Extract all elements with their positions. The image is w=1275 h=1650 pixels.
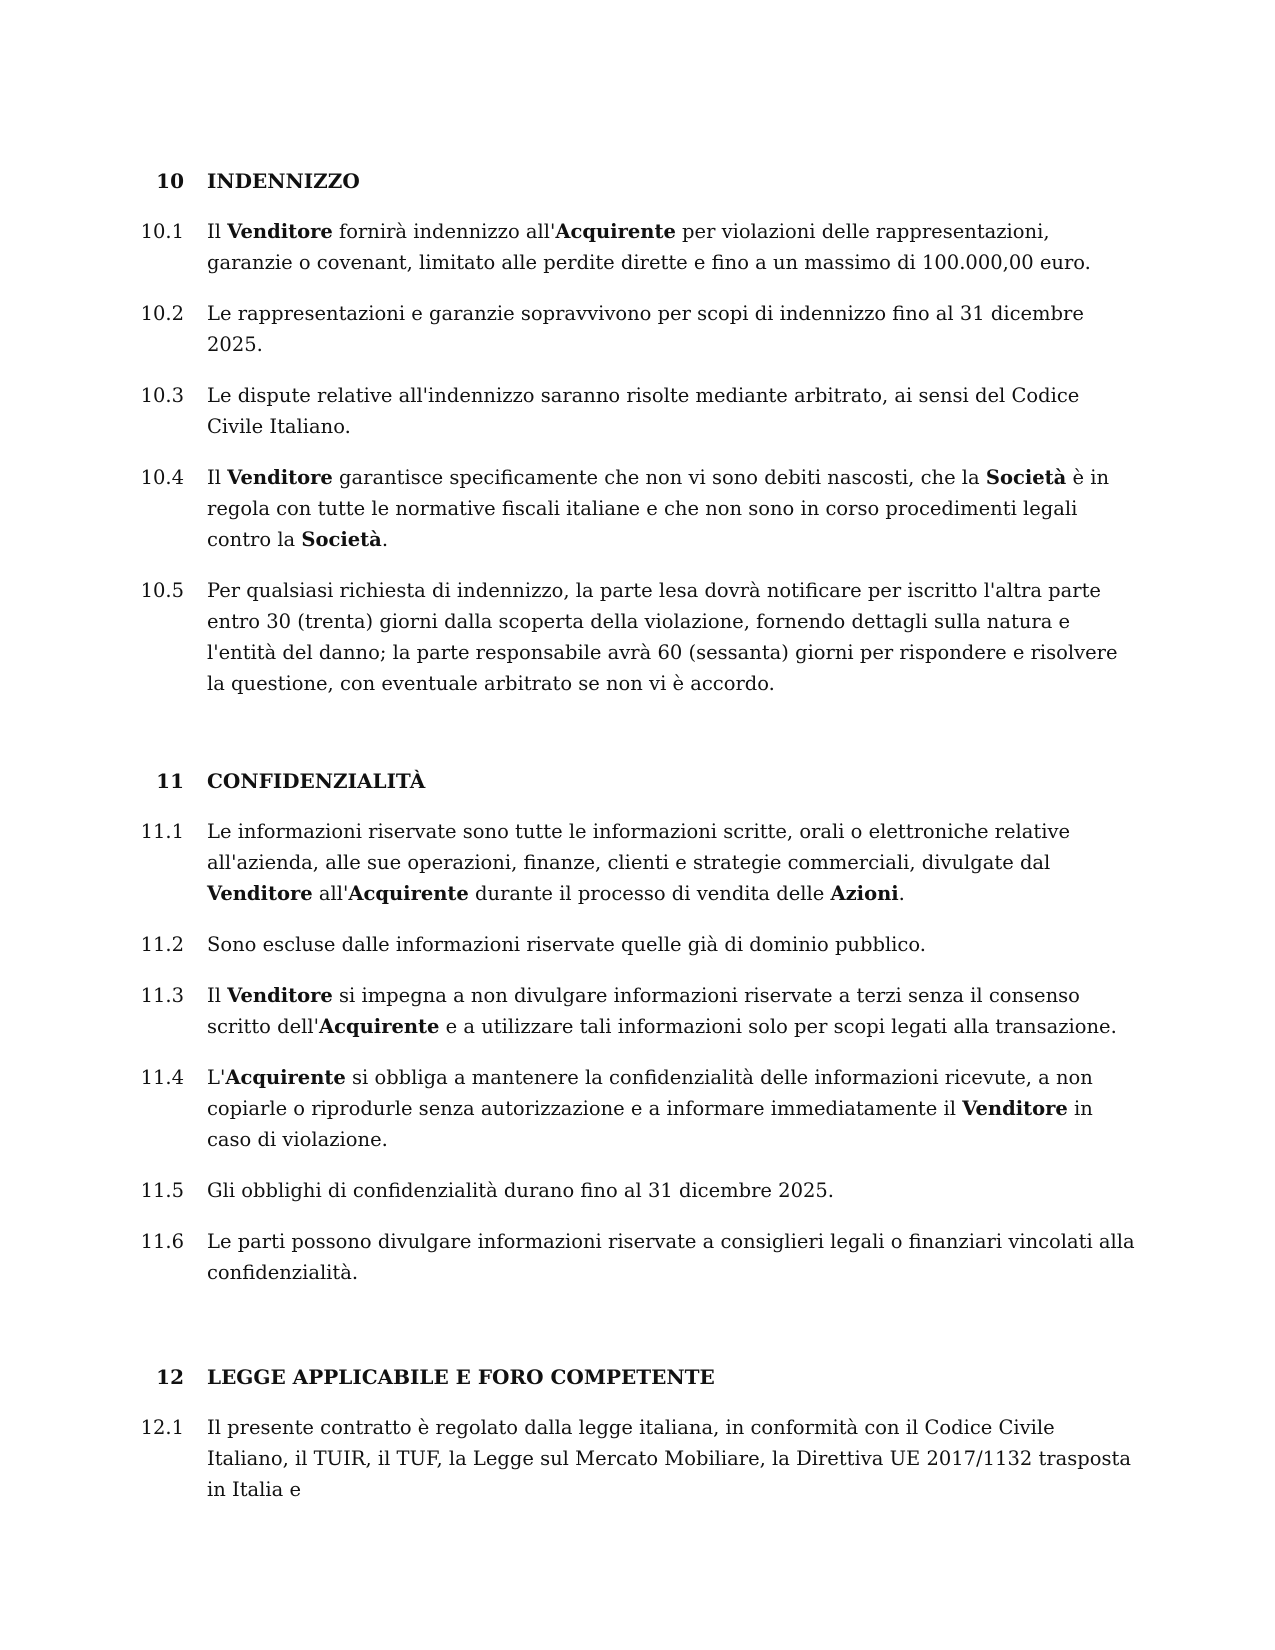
- clause-text: [207, 816, 1137, 909]
- section-10: [0, 166, 1275, 699]
- defined-term: Venditore: [207, 882, 313, 905]
- defined-term: Acquirente: [318, 1015, 440, 1038]
- section-title: LEGGE APPLICABILE E FORO COMPETENTE: [207, 1365, 715, 1389]
- clause-11-3: [0, 980, 1275, 1042]
- clause-text: [207, 1226, 1137, 1288]
- clause-10-4: [0, 462, 1275, 555]
- clause-number: 11.1: [140, 820, 184, 843]
- clause-text-run: Le informazioni riservate sono tutte le informazioni scritte, orali o elettroniche relative all'azienda, alle sue operazioni, finanze, clienti e strategie commerciali, divulgate dal: [207, 820, 1071, 874]
- clause-text-run: .: [381, 528, 389, 551]
- clause-number: 10.3: [140, 384, 184, 407]
- clause-text: [207, 462, 1137, 555]
- defined-term: Società: [985, 466, 1067, 489]
- defined-term: Acquirente: [225, 1066, 346, 1089]
- clause-number: 11.5: [140, 1179, 184, 1202]
- clause-text-run: Le rappresentazioni e garanzie sopravvivono per scopi di indennizzo fino al 31 dicembre 2025.: [207, 302, 1084, 356]
- section-number: 11: [156, 769, 184, 793]
- clause-text-run: in caso di violazione.: [207, 1097, 1093, 1151]
- clause-number: 10.4: [140, 466, 184, 489]
- clause-text-run: Il: [207, 466, 228, 489]
- clause-10-3: [0, 380, 1275, 442]
- defined-term: Venditore: [227, 220, 333, 243]
- section-title: INDENNIZZO: [207, 169, 360, 193]
- clause-text: [207, 1412, 1137, 1505]
- defined-term: Venditore: [227, 466, 333, 489]
- clause-text: [207, 1175, 1137, 1206]
- clause-12-1: [0, 1412, 1275, 1505]
- section-heading: [0, 766, 1275, 796]
- clause-text: [207, 929, 1137, 960]
- section-number: 12: [156, 1365, 184, 1389]
- defined-term: Acquirente: [555, 220, 676, 243]
- clause-text: [207, 575, 1137, 699]
- clause-number: 10.2: [140, 302, 184, 325]
- clause-text-run: fornirà indennizzo all': [332, 220, 556, 243]
- clause-text-run: Sono escluse dalle informazioni riservate quelle già di dominio pubblico.: [207, 933, 926, 956]
- section-12: [0, 1362, 1275, 1505]
- defined-term: Venditore: [962, 1097, 1068, 1120]
- clause-11-6: [0, 1226, 1275, 1288]
- clause-11-1: [0, 816, 1275, 909]
- defined-term: Azioni: [830, 882, 899, 905]
- clause-text-run: per violazioni delle rappresentazioni, garanzie o covenant, limitato alle perdite dirette e fino a un massimo di 100.000,00 euro.: [207, 220, 1091, 274]
- clause-text-run: Il: [207, 220, 228, 243]
- clause-text-run: L': [207, 1066, 226, 1089]
- clause-10-1: [0, 216, 1275, 278]
- clause-11-2: [0, 929, 1275, 960]
- defined-term: Venditore: [227, 984, 333, 1007]
- clause-number: 11.6: [140, 1230, 184, 1253]
- section-heading: [0, 1362, 1275, 1392]
- clause-text-run: Per qualsiasi richiesta di indennizzo, la parte lesa dovrà notificare per iscritto l'altra parte entro 30 (trenta) giorni dalla scoperta della violazione, fornendo dettagli sulla natura e l'entità del danno; la parte responsabile avrà 60 (sessanta) giorni per rispondere e risolvere la questione, con eventuale arbitrato se non vi è accordo.: [207, 579, 1118, 695]
- clause-number: 10.1: [140, 220, 184, 243]
- clause-text-run: si obbliga a mantenere la confidenzialità delle informazioni ricevute, a non copiarle o riprodurle senza autorizzazione e a informare immediatamente il: [207, 1066, 1093, 1120]
- clause-text-run: Le parti possono divulgare informazioni riservate a consiglieri legali o finanziari vincolati alla confidenzialità.: [207, 1230, 1135, 1284]
- clause-text-run: garantisce specificamente che non vi sono debiti nascosti, che la: [332, 466, 986, 489]
- defined-term: Società: [301, 528, 382, 551]
- clause-number: 12.1: [140, 1416, 184, 1439]
- clause-text-run: Il presente contratto è regolato dalla legge italiana, in conformità con il Codice Civile Italiano, il TUIR, il TUF, la Legge sul Mercato Mobiliare, la Direttiva UE 2017/1132 trasposta in Italia e: [207, 1416, 1131, 1501]
- clause-10-5: [0, 575, 1275, 699]
- clause-text-run: all': [312, 882, 349, 905]
- section-title: CONFIDENZIALITÀ: [207, 769, 426, 793]
- section-heading: [0, 166, 1275, 196]
- clause-text: [207, 380, 1137, 442]
- clause-text: [207, 216, 1137, 278]
- clause-11-5: [0, 1175, 1275, 1206]
- clause-text-run: .: [898, 882, 905, 905]
- clause-text-run: Le dispute relative all'indennizzo saranno risolte mediante arbitrato, ai sensi del Codice Civile Italiano.: [207, 384, 1080, 438]
- clause-text-run: durante il processo di vendita delle: [468, 882, 831, 905]
- clause-number: 11.4: [140, 1066, 184, 1089]
- defined-term: Acquirente: [348, 882, 469, 905]
- clause-text-run: e a utilizzare tali informazioni solo per scopi legati alla transazione.: [439, 1015, 1117, 1038]
- clause-11-4: [0, 1062, 1275, 1155]
- clause-number: 11.3: [140, 984, 184, 1007]
- clause-number: 11.2: [140, 933, 184, 956]
- clause-number: 10.5: [140, 579, 184, 602]
- clause-10-2: [0, 298, 1275, 360]
- clause-text: [207, 980, 1137, 1042]
- section-11: [0, 766, 1275, 1288]
- clause-text: [207, 298, 1137, 360]
- clause-text-run: Gli obblighi di confidenzialità durano fino al 31 dicembre 2025.: [207, 1179, 834, 1202]
- clause-text-run: Il: [207, 984, 228, 1007]
- clause-text: [207, 1062, 1137, 1155]
- clause-text-run: è in regola con tutte le normative fiscali italiane e che non sono in corso procedimenti legali contro la: [207, 466, 1110, 551]
- section-number: 10: [156, 169, 184, 193]
- clause-text-run: si impegna a non divulgare informazioni riservate a terzi senza il consenso scritto dell': [207, 984, 1080, 1038]
